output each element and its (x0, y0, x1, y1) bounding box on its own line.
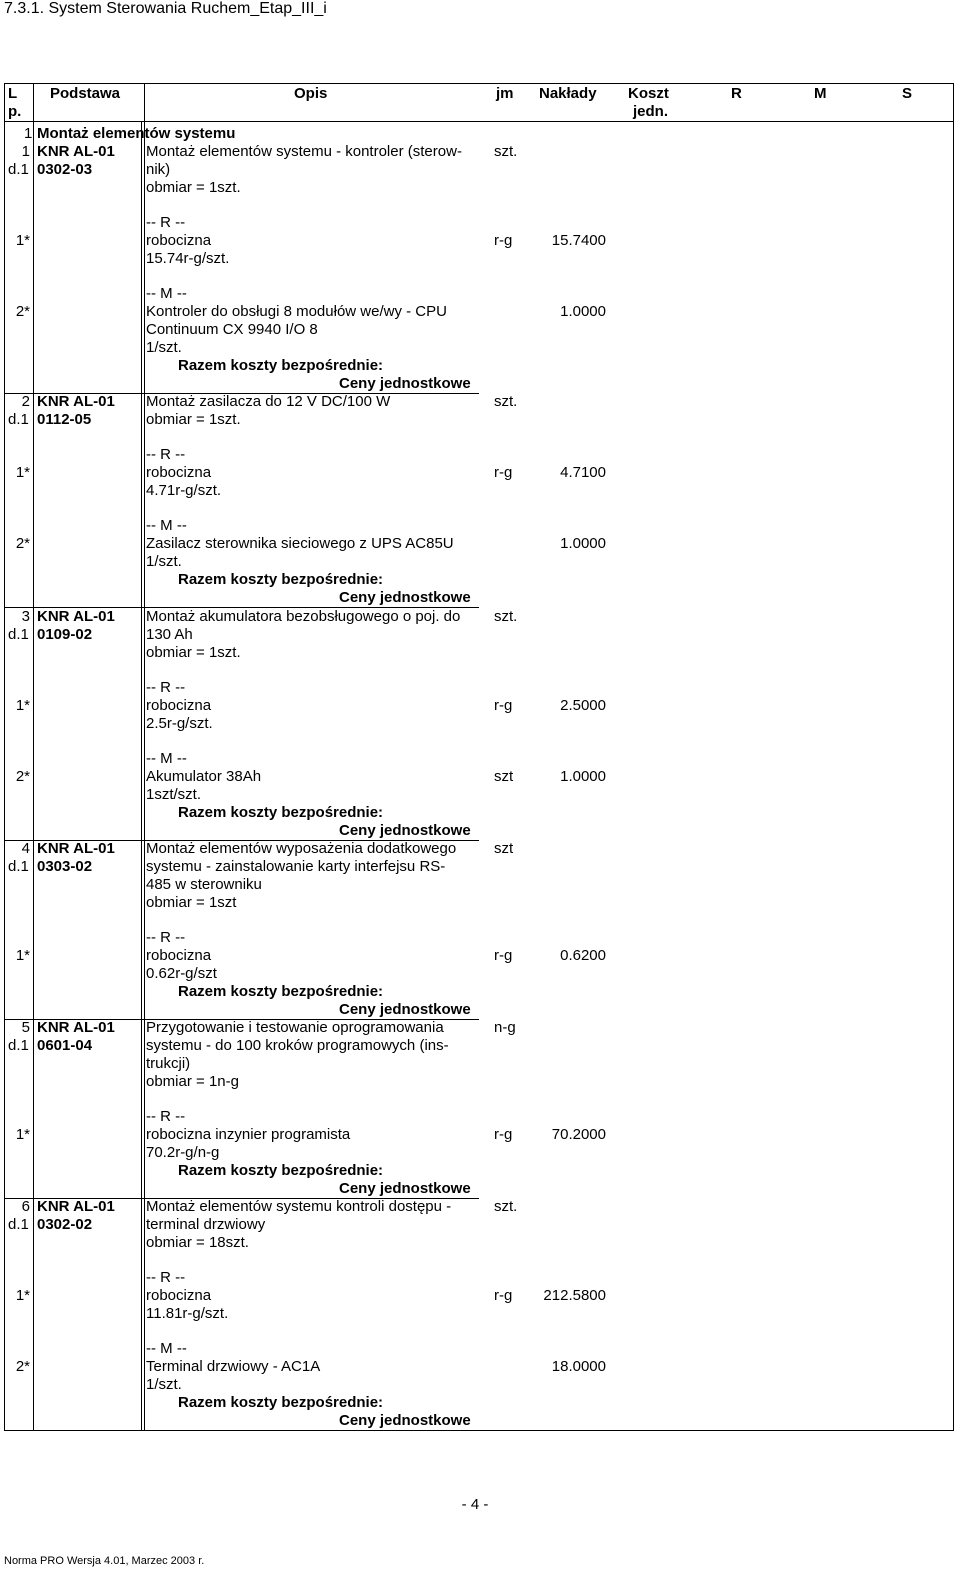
position-description: 485 w sterowniku (146, 876, 262, 893)
position-description: 130 Ah (146, 626, 193, 643)
resource-type: -- R -- (146, 214, 186, 231)
resource-value: 18.0000 (551, 1358, 606, 1375)
position-description: systemu - do 100 kroków programowych (ins- (146, 1037, 449, 1054)
position-knr: KNR AL-01 (37, 393, 115, 410)
resource-line: 1/szt. (146, 1376, 182, 1393)
position-knr: KNR AL-01 (37, 1019, 115, 1036)
resource-line: 4.71r-g/szt. (146, 482, 222, 499)
position-unit: szt. (494, 1198, 518, 1215)
resource-line: 1/szt. (146, 553, 182, 570)
position-knr: KNR AL-01 (37, 143, 115, 160)
resource-value: 15.7400 (551, 232, 606, 249)
resource-line: robocizna (146, 464, 212, 481)
resource-type: -- M -- (146, 517, 187, 534)
position-d: d.1 (8, 1216, 29, 1233)
resource-unit: r-g (494, 232, 513, 249)
resource-line: Akumulator 38Ah (146, 768, 262, 785)
resource-index: 1* (15, 232, 30, 249)
header-naklady: Nakłady (539, 85, 597, 102)
table-left-border (4, 83, 5, 1430)
position-unit: szt. (494, 143, 518, 160)
resource-index: 2* (15, 1358, 30, 1375)
header-koszt: jedn. (633, 103, 669, 120)
position-number: 1 (21, 143, 30, 160)
position-obmiar: obmiar = 1szt. (146, 179, 241, 196)
position-obmiar: obmiar = 18szt. (146, 1234, 249, 1251)
header-bottom-border (4, 121, 953, 122)
resource-line: robocizna (146, 697, 212, 714)
table-top-border (4, 83, 953, 84)
resource-unit: r-g (494, 464, 513, 481)
ceny-label: Ceny jednostkowe (339, 375, 471, 392)
position-obmiar: obmiar = 1szt. (146, 644, 241, 661)
resource-type: -- R -- (146, 929, 186, 946)
resource-index: 2* (15, 768, 30, 785)
resource-value: 212.5800 (543, 1287, 606, 1304)
resource-type: -- R -- (146, 1108, 186, 1125)
header-r: R (731, 85, 742, 102)
position-description: terminal drzwiowy (146, 1216, 266, 1233)
ceny-label: Ceny jednostkowe (339, 589, 471, 606)
resource-value: 4.7100 (560, 464, 606, 481)
resource-unit: r-g (494, 697, 513, 714)
position-number: 3 (21, 608, 30, 625)
position-description: Montaż elementów wyposażenia dodatkowego (146, 840, 457, 857)
resource-index: 1* (15, 464, 30, 481)
position-d: d.1 (8, 626, 29, 643)
resource-index: 1* (15, 697, 30, 714)
position-divider (4, 1430, 479, 1431)
resource-line: 1/szt. (146, 339, 182, 356)
resource-value: 2.5000 (560, 697, 606, 714)
position-unit: n-g (494, 1019, 516, 1036)
razem-label: Razem koszty bezpośrednie: (178, 1162, 384, 1179)
position-d: d.1 (8, 161, 29, 178)
razem-label: Razem koszty bezpośrednie: (178, 571, 384, 588)
ceny-label: Ceny jednostkowe (339, 1180, 471, 1197)
header-m: M (814, 85, 827, 102)
resource-unit: r-g (494, 947, 513, 964)
section-number: 1 (24, 125, 33, 142)
ceny-label: Ceny jednostkowe (339, 1412, 471, 1429)
resource-type: -- M -- (146, 1340, 187, 1357)
column-divider (144, 83, 145, 1430)
resource-line: Kontroler do obsługi 8 modułów we/wy - CPU (146, 303, 447, 320)
position-code: 0601-04 (37, 1037, 93, 1054)
header-podstawa: Podstawa (50, 85, 121, 102)
position-d: d.1 (8, 1037, 29, 1054)
razem-label: Razem koszty bezpośrednie: (178, 1394, 384, 1411)
resource-index: 2* (15, 303, 30, 320)
resource-line: 11.81r-g/szt. (146, 1305, 229, 1322)
resource-line: 15.74r-g/szt. (146, 250, 230, 267)
resource-type: -- R -- (146, 446, 186, 463)
position-description: Montaż elementów systemu kontroli dostępu - (146, 1198, 452, 1215)
position-d: d.1 (8, 858, 29, 875)
resource-line: robocizna inzynier programista (146, 1126, 351, 1143)
column-divider (141, 121, 142, 1430)
resource-unit: r-g (494, 1287, 513, 1304)
resource-line: 70.2r-g/n-g (146, 1144, 220, 1161)
header-s: S (902, 85, 913, 102)
resource-index: 1* (15, 1126, 30, 1143)
position-number: 6 (21, 1198, 30, 1215)
position-description: systemu - zainstalowanie karty interfejsu RS- (146, 858, 446, 875)
resource-line: 1szt/szt. (146, 786, 202, 803)
resource-type: -- M -- (146, 750, 187, 767)
resource-line: robocizna (146, 947, 212, 964)
resource-line: robocizna (146, 1287, 212, 1304)
page-number: - 4 - (461, 1496, 489, 1513)
razem-label: Razem koszty bezpośrednie: (178, 983, 384, 1000)
column-divider (33, 83, 34, 1430)
resource-value: 0.6200 (560, 947, 606, 964)
ceny-label: Ceny jednostkowe (339, 1001, 471, 1018)
header-lp: p. (8, 103, 22, 120)
position-description: Montaż elementów systemu - kontroler (sterow- (146, 143, 462, 160)
resource-index: 1* (15, 947, 30, 964)
position-code: 0112-05 (37, 411, 92, 428)
position-code: 0302-03 (37, 161, 93, 178)
resource-value: 1.0000 (560, 535, 606, 552)
position-obmiar: obmiar = 1szt (146, 894, 237, 911)
header-opis: Opis (294, 85, 328, 102)
position-description: trukcji) (146, 1055, 191, 1072)
position-knr: KNR AL-01 (37, 840, 115, 857)
position-code: 0303-02 (37, 858, 93, 875)
resource-type: -- R -- (146, 1269, 186, 1286)
header-lp: L (8, 85, 18, 102)
resource-value: 1.0000 (560, 768, 606, 785)
position-number: 2 (21, 393, 30, 410)
resource-value: 1.0000 (560, 303, 606, 320)
table-right-border (953, 83, 954, 1431)
ceny-label: Ceny jednostkowe (339, 822, 471, 839)
resource-line: Terminal drzwiowy - AC1A (146, 1358, 321, 1375)
resource-type: -- M -- (146, 285, 187, 302)
position-obmiar: obmiar = 1n-g (146, 1073, 239, 1090)
position-unit: szt. (494, 608, 518, 625)
position-d: d.1 (8, 411, 29, 428)
position-code: 0302-02 (37, 1216, 93, 1233)
position-code: 0109-02 (37, 626, 93, 643)
razem-label: Razem koszty bezpośrednie: (178, 804, 384, 821)
razem-label: Razem koszty bezpośrednie: (178, 357, 384, 374)
footer-note: Norma PRO Wersja 4.01, Marzec 2003 r. (4, 1555, 205, 1567)
resource-unit: r-g (494, 1126, 513, 1143)
resource-index: 2* (15, 535, 30, 552)
position-number: 4 (21, 840, 30, 857)
position-knr: KNR AL-01 (37, 1198, 115, 1215)
document-title: 7.3.1. System Sterowania Ruchem_Etap_III_i (4, 0, 327, 17)
resource-line: Continuum CX 9940 I/O 8 (146, 321, 318, 338)
resource-index: 1* (15, 1287, 30, 1304)
position-knr: KNR AL-01 (37, 608, 115, 625)
resource-unit: szt (494, 768, 514, 785)
position-number: 5 (21, 1019, 30, 1036)
resource-value: 70.2000 (551, 1126, 606, 1143)
position-unit: szt (494, 840, 514, 857)
resource-type: -- R -- (146, 679, 186, 696)
position-description: Montaż zasilacza do 12 V DC/100 W (146, 393, 391, 410)
position-unit: szt. (494, 393, 518, 410)
position-description: nik) (146, 161, 171, 178)
position-obmiar: obmiar = 1szt. (146, 411, 241, 428)
section-title: Montaż elementów systemu (37, 125, 236, 142)
header-koszt: Koszt (628, 85, 669, 102)
resource-line: robocizna (146, 232, 212, 249)
resource-line: 2.5r-g/szt. (146, 715, 213, 732)
resource-line: 0.62r-g/szt (146, 965, 217, 982)
position-description: Przygotowanie i testowanie oprogramowania (146, 1019, 444, 1036)
position-description: Montaż akumulatora bezobsługowego o poj. do (146, 608, 461, 625)
resource-line: Zasilacz sterownika sieciowego z UPS AC85U (146, 535, 454, 552)
header-jm: jm (496, 85, 514, 102)
